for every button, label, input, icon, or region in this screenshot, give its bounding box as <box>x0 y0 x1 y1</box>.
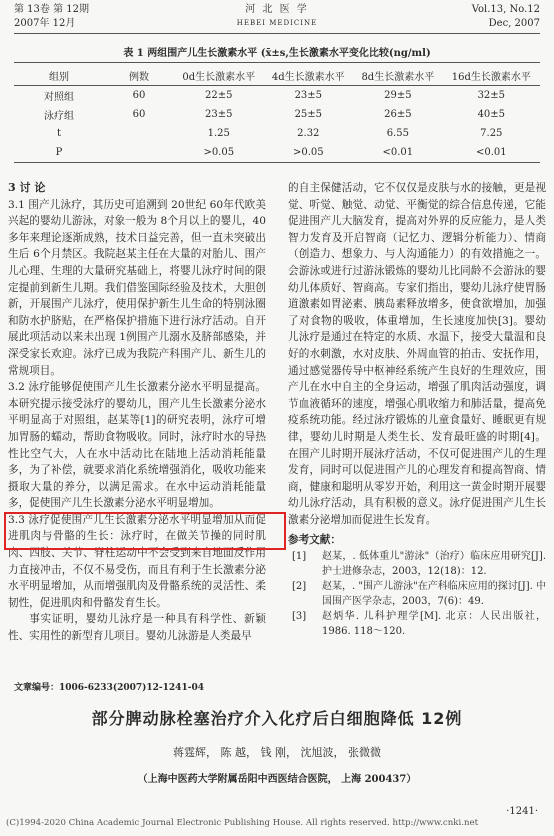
table-cell: 2.32 <box>297 128 320 139</box>
paragraph-3-1: 3.1 围产儿泳疗，其历史可追溯到 20世纪 60年代欧美兴起的婴幼儿游泳，对象一般为 8个月以上的婴儿，40多年来理论逐渐成熟，技术日益完善，但一直未突破出生后 6个月禁区。我院赵某主任在大量的对胎儿、围产儿心理、生理的大量研究基础上，将婴儿泳疗时间的限定提前到新生儿期。我们借鉴国际经验及技术，大胆创新，开展围产儿泳疗，使用保护新生儿生命的特别泳圈和防水护脐贴，在严格保护措施下进行泳疗活动。自开展此项活动以来未出现 1例围产儿溺水及脐部感染，并深受家长欢迎。泳疗已成为我院产科围产儿、新生儿的常规项目。 <box>8 198 266 377</box>
highlight-box <box>4 512 286 550</box>
table-cell: 6.55 <box>386 128 409 139</box>
table-cell: >0.05 <box>174 143 264 163</box>
references-title: 参考文献： <box>288 534 341 547</box>
table-cell: 32±5 <box>477 90 506 101</box>
table-row <box>14 105 540 124</box>
table-cell: <0.01 <box>353 143 443 163</box>
table-header-cell: 16d生长激素水平 <box>443 66 540 86</box>
table-header-cell: 8d生长激素水平 <box>353 66 443 86</box>
left-column <box>8 180 266 645</box>
reference-number: [2] <box>292 581 307 593</box>
reference-number: [3] <box>292 611 307 623</box>
table-cell: t <box>56 128 62 139</box>
copyright-footer: (C)1994-2020 China Academic Journal Electronic Publishing House. All rights reserved. http://www.cnki.net <box>6 818 479 828</box>
date-right: Dec, 2007 <box>488 18 540 29</box>
page-number: ·1241· <box>506 806 538 817</box>
reference-item <box>288 579 546 609</box>
table-caption: 表 1 两组围产儿生长激素水平 (x̄±s,生长激素水平变化比较(ng/ml) <box>123 48 431 59</box>
table-top-rule <box>14 62 540 63</box>
reference-number: [1] <box>292 551 307 563</box>
table-cell: 60 <box>132 109 146 120</box>
article-number: 文章编号：1006-6233(2007)12-1241-04 <box>14 683 204 693</box>
table-header-cell: 0d生长激素水平 <box>174 66 264 86</box>
date-left: 2007年 12月 <box>14 18 76 29</box>
reference-text: 赵炳华. 儿科护理学[M]. 北京：人民出版社，1986. 118～120. <box>322 611 546 638</box>
paragraph-3-3: 3.3 泳疗促使围产儿生长激素分泌水平明显增加从而促进肌肉与骨骼的生长：泳疗时，在做关节操的同时肌肉、四肢、关节、脊柱运动中不会受到来自地面反作用力直接冲击，不仅不易受伤，而且有利于生长激素分泌水平明显增加，从而增强肌肉及骨骼系统的灵活性、柔韧性，促进肌肉和骨骼发育生长。 <box>8 513 266 609</box>
article-authors: 蒋霆辉， 陈 越， 钱 刚， 沈旭波， 张微微 <box>173 746 381 759</box>
table-cell: 22±5 <box>205 90 233 101</box>
table-row <box>14 124 540 143</box>
right-column <box>288 180 546 639</box>
table-cell <box>104 124 174 143</box>
table-header-cell: 例数 <box>104 66 174 86</box>
table-cell: 60 <box>132 90 146 101</box>
reference-item <box>288 549 546 579</box>
table-cell: 29±5 <box>384 90 412 101</box>
table-cell: 40±5 <box>477 109 506 120</box>
reference-item <box>288 609 546 639</box>
table-cell: 7.25 <box>480 128 503 139</box>
table-cell: 对照组 <box>44 92 74 103</box>
table-cell: 1.25 <box>207 128 230 139</box>
table-cell: 25±5 <box>294 109 323 120</box>
article-title: 部分脾动脉栓塞治疗介入化疗后白细胞降低 12例 <box>91 709 463 728</box>
reference-text: 赵某，. 低体重儿"游泳"（治疗）临床应用研究[J]. 护士进修杂志，2003，12(18)：12. <box>322 551 546 578</box>
table-header-row <box>14 66 540 86</box>
journal-title: 河 北 医 学 <box>245 4 309 15</box>
section-title: 3 讨 论 <box>8 181 46 194</box>
table-cell: 23±5 <box>294 90 323 101</box>
table-cell: 23±5 <box>205 109 233 120</box>
table-row <box>14 86 540 106</box>
table-header-cell: 组别 <box>14 66 104 86</box>
table-header-cell: 4d生长激素水平 <box>264 66 354 86</box>
reference-text: 赵某，. "围产儿游泳"在产科临床应用的探讨[J]. 中国围产医学杂志，2003，7(6)：49. <box>322 581 546 608</box>
table-cell: 泳疗组 <box>44 111 74 122</box>
table-cell: P <box>14 143 104 163</box>
paragraph-3-2: 3.2 泳疗能够促使围产儿生长激素分泌水平明显提高。本研究提示接受泳疗的婴幼儿，围产儿生长激素分泌水平明显高于对照组，赵某等[1]的研究表明，泳疗可增加胃肠的蠕动，帮助食物吸收。同时，泳疗时水的导热性比空气大，人在水中活动比在陆地上活动消耗能量多，为了补偿，就要求消化系统增强消化，吸收功能来摄取大量的养分，以满足需求。在水中运动消耗能量多，促使围产儿生长激素分泌水平明显增加。 <box>8 381 266 510</box>
article-affiliation: （上海中医药大学附属岳阳中西医结合医院， 上海 200437） <box>137 774 417 785</box>
table-row <box>14 143 540 163</box>
table-cell: 26±5 <box>384 109 412 120</box>
data-table <box>14 66 540 163</box>
paragraph-conclusion: 事实证明，婴幼儿泳疗是一种具有科学性、新颖性、实用性的新型育儿项目。婴幼儿泳游是人类最早 <box>8 613 266 643</box>
table-cell: >0.05 <box>264 143 354 163</box>
volume-right: Vol.13, No.12 <box>471 4 540 15</box>
header-rule <box>14 33 540 34</box>
table-cell: <0.01 <box>443 143 540 163</box>
table-cell <box>104 143 174 163</box>
journal-title-en: HEBEI MEDICINE <box>236 19 318 27</box>
paragraph-right: 的自主保健活动，它不仅仅是皮肤与水的接触，更是视觉、听觉、触觉、动觉、平衡觉的综合信息传递，它能促进围产儿大脑发育，提高对外界的反应能力，是人类智力发育及开启智商（记忆力、逻辑分析能力）、情商（创造力、想象力、与人沟通能力）的有效措施之一。会游泳或进行过游泳锻炼的婴幼儿比同龄不会游泳的婴幼儿体质好、智商高。专家们指出，婴幼儿泳疗使胃肠道激素如胃泌素、胰岛素释放增多，使食欲增加，加强了对食物的吸收，体重增加，生长速度加快[3]。婴幼儿泳疗是通过在特定的水质、水温下，接受大量温和良好的水刺激，水对皮肤、外周血管的拍击、安抚作用，通过感觉器传导中枢神经系统产生良好的生理效应，围产儿在水中自主的全身运动，增强了肌肉活动强度，调节血液循环的速度，增强心肌收缩力和肺活量，提高免疫系统功能。经过泳疗锻炼的儿童食量好、睡眠更有规律，婴幼儿时期是人类生长、发育最旺盛的时期[4]。在围产儿时期开展泳疗活动，不仅可促进围产儿的生理发育，同时可以促进围产儿的心理发育和提高智商、情商，健康和聪明从零岁开始，利用这一黄金时期开展婴幼儿泳疗活动，具有积极的意义。泳疗促进围产儿生长激素分泌增加而促进生长发育。 <box>288 182 546 526</box>
volume-left: 第 13卷 第 12期 <box>14 4 89 15</box>
